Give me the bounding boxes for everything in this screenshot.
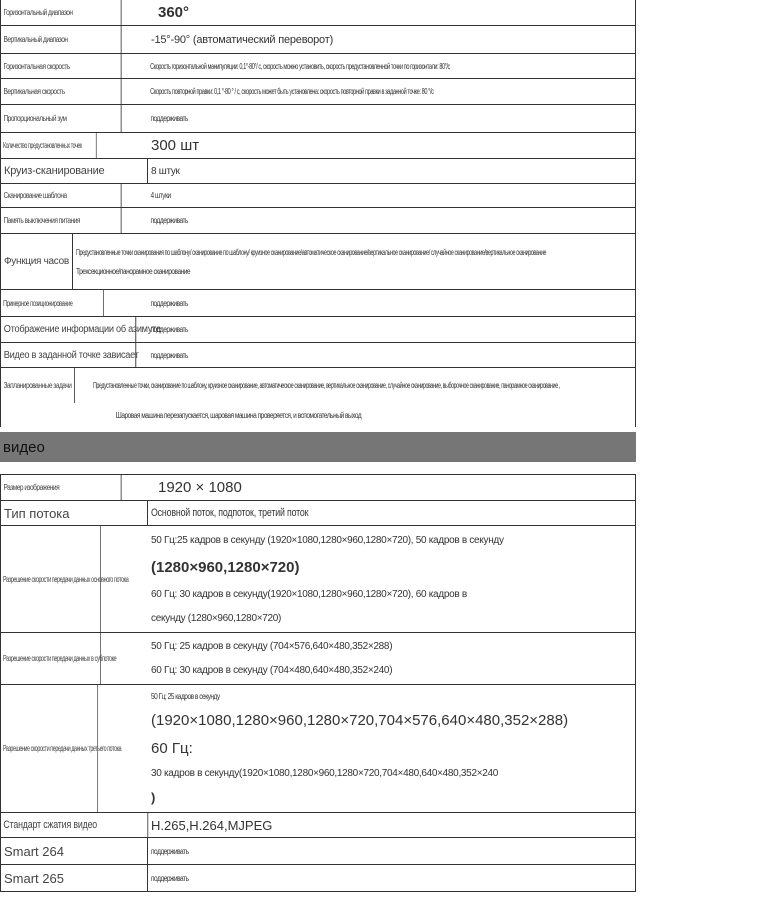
row-label: Круиз-сканирование: [1, 159, 148, 183]
table-row: [1, 26, 635, 54]
row-value-line: 30 кадров в секунду(1920×1080,1280×960,1280×720,704×480,640×480,352×240: [151, 767, 499, 779]
row-value: поддерживать: [150, 298, 188, 308]
row-value: [148, 526, 635, 632]
table-row: [1, 79, 635, 105]
row-label: Разрешение скорости передачи данных в субпотоке: [1, 633, 101, 684]
table-row: [1, 403, 635, 427]
row-label: Запланированные задачи: [1, 368, 75, 403]
row-value: [73, 234, 780, 289]
row-value-line: поддерживать: [151, 873, 189, 883]
row-value: [148, 633, 635, 684]
row-value: [148, 838, 635, 864]
row-label: Горизонтальный диапазон: [1, 0, 122, 25]
row-value: -15°-90° (автоматический переворот): [151, 33, 334, 46]
table-row: [1, 368, 635, 403]
row-label: Вертикальная скорость: [1, 79, 122, 104]
row-label: Отображение информации об азимуте: [1, 317, 136, 342]
table-row: [1, 343, 635, 368]
row-label: Стандарт сжатия видео: [1, 813, 148, 837]
table-row: [1, 475, 635, 501]
row-value-line: 60 Гц: 30 кадров в секунду(1920×1080,1280×960,1280×720), 60 кадров в: [151, 588, 467, 600]
row-value: 300 шт: [151, 137, 200, 154]
table-row: [1, 234, 635, 290]
row-value-line: Трехсекционное/панорамное сканирование: [75, 266, 190, 276]
row-value: [148, 813, 635, 837]
table-row: [1, 633, 635, 685]
row-value: Скорость повторной правки: 0,1 °-80 ° / с, скорость может быть установлена: скорость повторной правки в заданной точке: 80 °/с: [150, 87, 434, 96]
row-value: Скорость горизонтальной манипуляции: 0,1°-80°/ с, скорость можно установить, скорость предустановленной точки по горизонтали: 80°/с: [150, 61, 450, 71]
table-row: [1, 501, 635, 526]
row-label: Количество предустановленных точек: [1, 133, 97, 158]
table-row: [1, 184, 635, 208]
row-value-line: (1920×1080,1280×960,1280×720,704×576,640×480,352×288): [151, 712, 569, 730]
row-value: [148, 685, 635, 812]
row-value-line: 1920 × 1080: [158, 479, 242, 496]
ptz-spec-table: [0, 0, 636, 427]
row-value-line: 50 Гц: 25 кадров в секунду: [151, 692, 220, 702]
row-value-line: ): [151, 789, 156, 805]
table-row: [1, 208, 635, 234]
table-row: [1, 105, 635, 133]
row-value-line: 50 Гц: 25 кадров в секунду (704×576,640×480,352×288): [151, 641, 393, 653]
table-row: [1, 290, 635, 317]
table-row: [1, 159, 635, 184]
row-label: Разрешение скорости передачи данных третьего потока: [1, 685, 98, 812]
row-label: Smart 264: [1, 838, 148, 864]
table-row: [1, 526, 635, 633]
row-label: Видео в заданной точке зависает: [1, 343, 136, 367]
row-value: 4 штуки: [150, 191, 171, 200]
table-row: [1, 685, 635, 813]
row-value-line: H.265,H.264,MJPEG: [151, 817, 273, 833]
row-value: [148, 865, 635, 891]
row-value-line: поддерживать: [151, 846, 189, 856]
row-value-line: 60 Гц: 30 кадров в секунду (704×480,640×480,352×240): [151, 664, 393, 676]
row-value: Предустановленные точки, сканирование по шаблону, круизное сканирование, автоматическое сканирование, вертикальное сканирование, случайное сканирование, выборочное сканирование, панорамное сканирование ,: [92, 381, 560, 390]
row-label: Примерное позиционирование: [1, 290, 104, 316]
row-label: Smart 265: [1, 865, 148, 891]
row-label: Размер изображения: [1, 475, 122, 500]
row-label: Разрешение скорости передачи данных основного потока: [1, 526, 101, 632]
table-row: [1, 133, 635, 159]
row-label: Память выключения питания: [1, 208, 122, 233]
row-value-line: 60 Гц:: [151, 739, 193, 757]
row-value-line: Предустановленные точки сканирования по шаблону/ сканирование по шаблону/ круизное сканирование/автоматическое сканирование/вертикальное сканирование/ случайное сканирование/вертикальное сканирование: [75, 247, 546, 257]
row-label: Горизонтальная скорость: [1, 54, 122, 78]
row-label: Вертикальный диапазон: [1, 26, 122, 53]
section-header-video: видео: [0, 432, 636, 462]
table-row: [1, 838, 635, 865]
row-label: Тип потока: [1, 501, 148, 525]
row-value-line: 50 Гц:25 кадров в секунду (1920×1080,1280×960,1280×720), 50 кадров в секунду: [151, 534, 504, 546]
table-row: [1, 865, 635, 892]
row-value: поддерживать: [150, 350, 188, 360]
row-value: [148, 475, 635, 500]
row-value: 360°: [158, 4, 190, 21]
row-label: Сканирование шаблона: [1, 184, 122, 207]
table-row: [1, 317, 635, 343]
video-spec-table: [0, 474, 636, 892]
row-value: поддерживать: [150, 216, 188, 225]
row-value: Шаровая машина перезапускается, шаровая машина проверяется, и вспомогательный выход: [115, 410, 362, 420]
row-value: поддерживать: [150, 114, 188, 123]
table-row: [1, 813, 635, 838]
row-value: 8 штук: [151, 165, 180, 177]
row-value-line: секунду (1280×960,1280×720): [151, 612, 282, 624]
row-value: [148, 501, 635, 525]
table-row: [1, 0, 635, 26]
row-value: поддерживать: [150, 325, 188, 334]
table-row: [1, 54, 635, 79]
row-label: Пропорциональный зум: [1, 105, 122, 132]
row-value-line: Основной поток, подпоток, третий поток: [151, 507, 309, 519]
row-value-line: (1280×960,1280×720): [151, 558, 300, 576]
row-label: Функция часов: [1, 234, 73, 289]
